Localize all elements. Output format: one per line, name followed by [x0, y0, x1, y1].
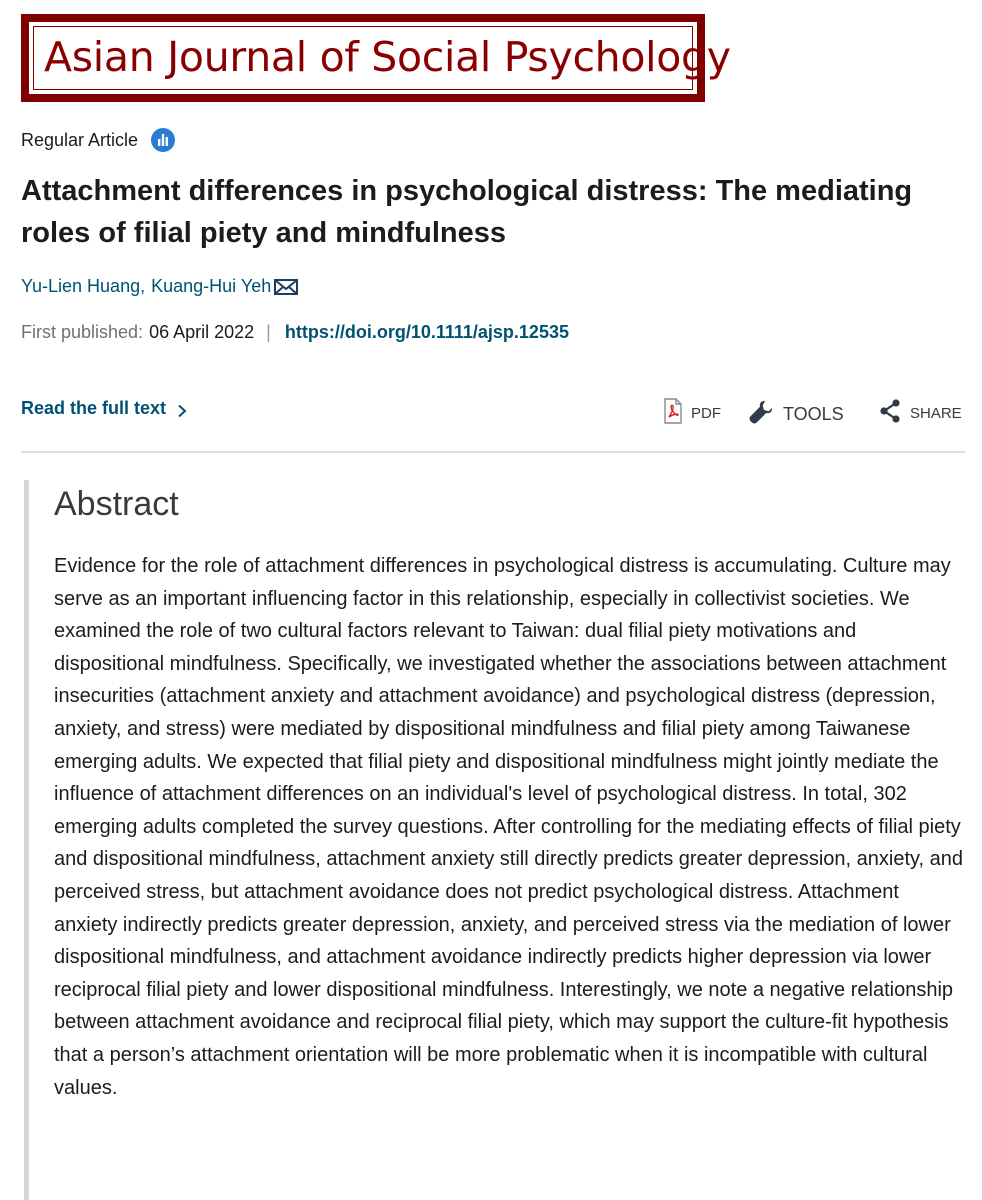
author-separator: ,	[140, 276, 146, 296]
author-link-corresponding[interactable]: Kuang-Hui Yeh	[151, 276, 272, 296]
read-full-text-link[interactable]	[21, 398, 188, 419]
envelope-icon[interactable]	[274, 278, 298, 296]
abstract-text: Evidence for the role of attachment differences in psychological distress is accumulating. Culture may serve as an important influencing factor in this relationship, especially in collectivist societies. We examined the role of two cultural factors relevant to Taiwan: dual filial piety motivations and dispositional mindfulness. Specifically, we investigated whether the associations between attachment insecurities (attachment anxiety and attachment avoidance) and psychological distress (depression, anxiety, and stress) were mediated by dispositional mindfulness and filial piety among Taiwanese emerging adults. We expected that filial piety and dispositional mindfulness might jointly mediate the influence of attachment differences on an individual's level of psychological distress. In total, 302 emerging adults completed the survey questions. After controlling for the mediating effects of filial piety and dispositional mindfulness, attachment anxiety still directly predicts greater depression, anxiety, and perceived stress, but attachment avoidance does not predict psychological distress. Attachment anxiety indirectly predicts greater depression, anxiety, and perceived stress via the mediation of lower dispositional mindfulness, and attachment avoidance indirectly predicts higher depression via lower reciprocal filial piety and lower dispositional mindfulness. Interestingly, we note a negative relationship between attachment avoidance and reciprocal filial piety, which may support the culture-fit hypothesis that a person’s attachment orientation will be more problematic when it is incompatible with cultural values.	[54, 555, 963, 1099]
abstract-heading: Abstract	[54, 485, 179, 523]
article-type-row	[21, 127, 176, 153]
share-icon	[878, 398, 902, 428]
abstract-section	[24, 480, 965, 1200]
bar-chart-icon[interactable]	[150, 127, 176, 153]
chevron-right-icon	[176, 402, 188, 416]
journal-banner-frame	[29, 22, 731, 94]
wrench-icon	[747, 398, 775, 431]
published-date: 06 April 2022	[149, 322, 255, 342]
share-button[interactable]	[878, 398, 962, 428]
article-title: Attachment differences in psychological distress: The mediating roles of filial piety and mindfulness	[21, 175, 913, 249]
divider	[21, 451, 965, 453]
read-full-text-label: Read the full text	[21, 398, 167, 418]
journal-banner[interactable]	[21, 14, 731, 102]
pdf-icon	[663, 398, 683, 428]
tools-button[interactable]	[747, 398, 844, 431]
publication-info	[21, 322, 569, 343]
journal-name: Asian Journal of Social Psychology	[33, 26, 693, 90]
separator: |	[266, 322, 271, 342]
author-link[interactable]: Yu-Lien Huang	[21, 276, 141, 296]
article-actions	[21, 398, 965, 428]
doi-link[interactable]: https://doi.org/10.1111/ajsp.12535	[284, 322, 569, 342]
author-list	[21, 276, 298, 297]
pdf-label: PDF	[691, 404, 721, 422]
tools-label: TOOLS	[783, 404, 844, 424]
article-type: Regular Article	[21, 129, 139, 150]
pdf-button[interactable]	[663, 398, 721, 428]
share-label: SHARE	[910, 404, 962, 422]
published-label: First published:	[21, 322, 144, 342]
